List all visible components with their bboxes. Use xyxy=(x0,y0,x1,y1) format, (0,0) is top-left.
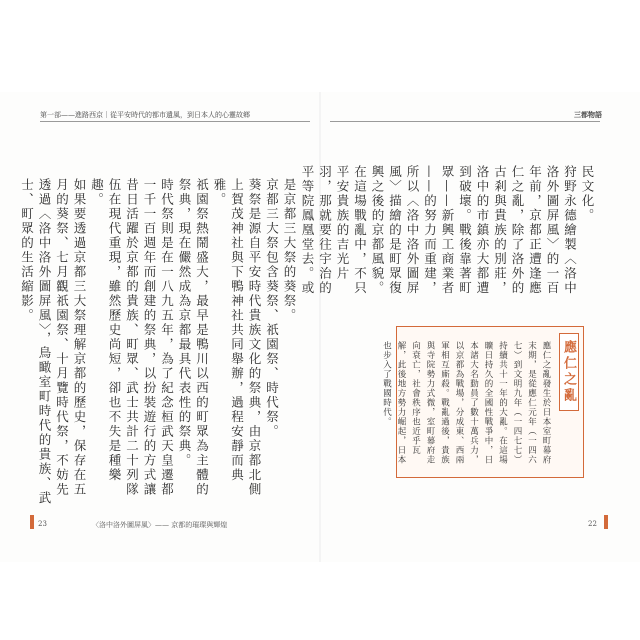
left-paragraph: 京都三大祭包含葵祭、祇園祭、時代祭。 xyxy=(264,178,280,439)
sidebar-box xyxy=(381,326,584,478)
right-running-header: 三都物語 xyxy=(574,110,602,119)
left-paragraph: 時代祭則是在一八九五年，為了紀念桓武天皇遷都一千一百週年而創建的祭典，以扮裝遊行的方式讓昔日活躍於京都的貴族、町眾、武士共計二十列隊伍在現代重現，雖然歷史尚短，卻也不失是種樂趣。 xyxy=(89,178,175,497)
left-folio-mark xyxy=(30,515,34,529)
right-paragraph: 狩野永德繪製〈洛中洛外圖屏風〉的一百年前，京都正遭逢應仁之亂，除了洛外的古剎與貴族的別莊，洛中的市鎮亦大都遭到破壞。戰後靠著町眾——新興工商業者——的努力而重建，所以〈洛中洛外圖屏風〉描繪的是町眾復興之後的京都風貌。 xyxy=(370,165,578,296)
left-running-header: 第一部——進路西京｜從平安時代的都市遺風，到日本人的心靈故鄉 xyxy=(40,111,250,119)
sidebar-title: 應仁之亂 xyxy=(559,333,579,411)
right-folio-mark xyxy=(604,515,608,529)
right-paragraph: 民文化。 xyxy=(580,165,595,223)
right-header-rule xyxy=(330,121,600,122)
left-page-number: 23 xyxy=(38,520,47,528)
left-header-rule xyxy=(40,121,310,122)
right-paragraph: 在這場戰亂中，不只平安貴族的吉光片羽，那就要往宇治的平等院鳳凰堂去。或 xyxy=(300,165,368,296)
left-paragraph: 如果要透過京都三大祭理解京都的歷史，保存在五月的葵祭、七月觀祇園祭、十月覽時代祭，不妨先透過〈洛中洛外圖屏風〉，鳥瞰室町時代的貴族、武士、町眾的生活縮影。 xyxy=(19,178,87,506)
right-body-text xyxy=(299,165,597,305)
left-paragraph: 葵祭是源自平安時代貴族文化的祭典，由京都北側上賀茂神社與下鴨神社共同舉辦，過程安靜而典雅。 xyxy=(212,178,262,497)
left-body-text xyxy=(18,178,298,508)
sidebar-text: 應仁之亂發生於日本室町幕府末期，是從應仁元年（一四六七）到文明九年（一四七七）持續共十一年的大亂。在這場曠日持久的全國性戰爭中，日本諸大名動員了數十萬兵力，以京都為戰場，分成東、西兩軍相互廝殺。戰亂過後，貴族與寺院勢力式微，室町幕府走向衰亡，社會秩序也近乎瓦解，此後地方勢力崛起，日本也步入了戰國時代。 xyxy=(381,341,551,465)
book-gutter xyxy=(319,92,321,562)
left-paragraph: 是京都三大祭的葵祭。 xyxy=(282,178,297,323)
left-paragraph: 祇園祭熱鬧盛大，最早是鴨川以西的町眾為主體的祭典，現在儼然成為京都最具代表性的祭典。 xyxy=(177,178,210,497)
left-folio-title: 〈洛中洛外圖屏風〉—— 京都的璀璨與輝煌 xyxy=(92,521,228,529)
right-page-number: 22 xyxy=(588,520,597,528)
